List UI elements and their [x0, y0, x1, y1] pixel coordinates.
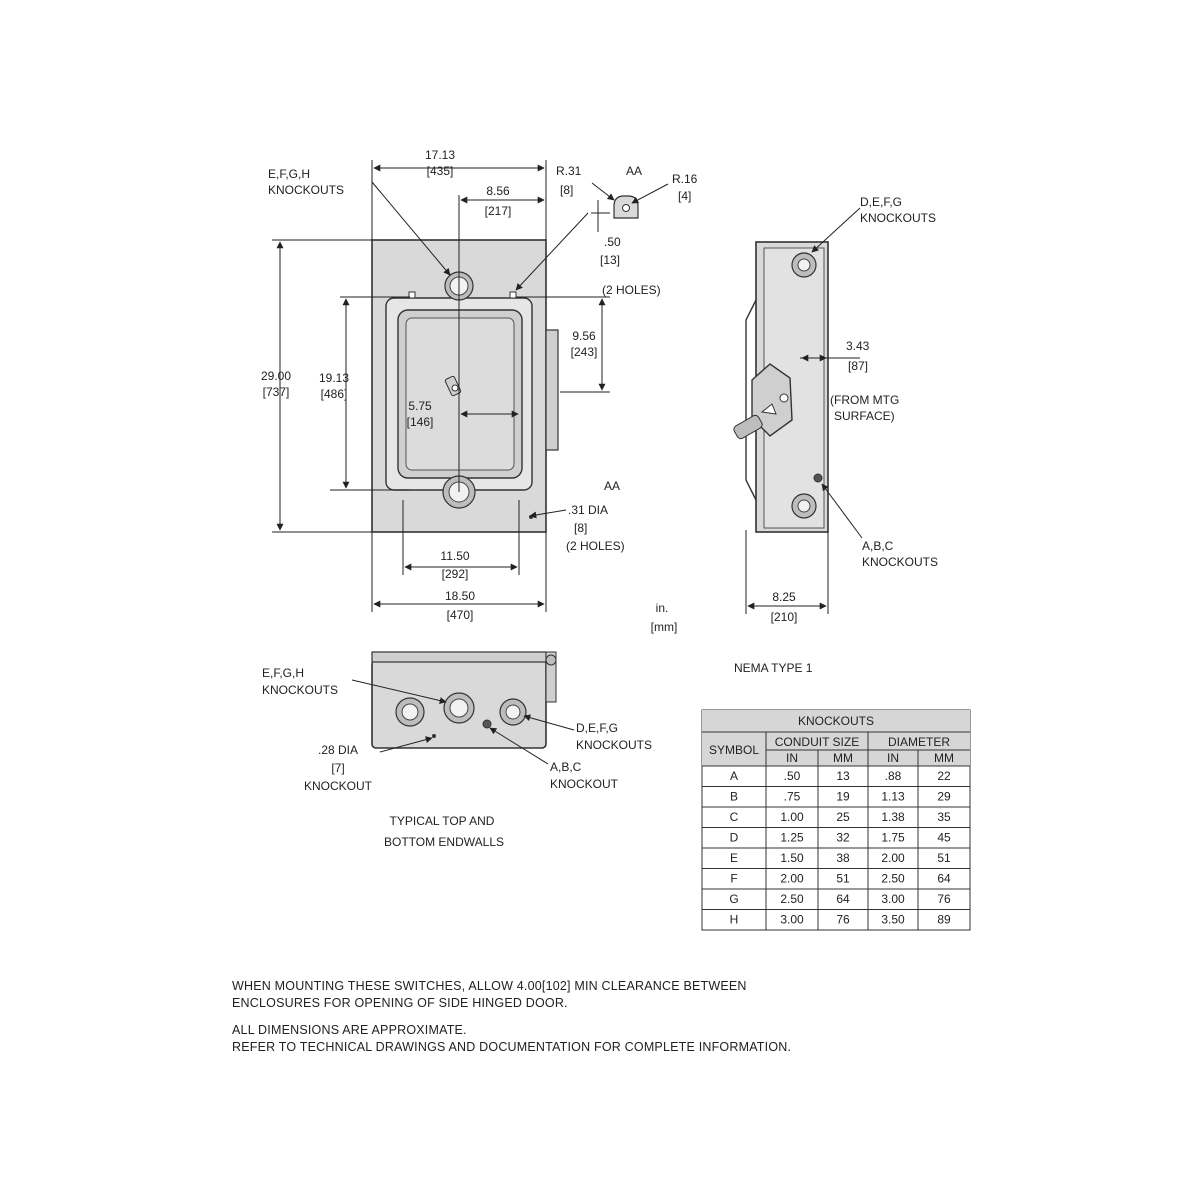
table-cell: 2.00: [881, 851, 905, 865]
label-two-holes-bottom: (2 HOLES): [566, 539, 625, 553]
table-cell: 38: [836, 851, 850, 865]
side-top-knockout-inner: [798, 259, 810, 271]
dim-handle: 5.75: [408, 399, 432, 413]
table-cell: 25: [836, 810, 850, 824]
dim-hole-spacing-v: 19.13: [318, 371, 350, 385]
table-col-symbol: SYMBOL: [708, 743, 760, 757]
table-rows: [702, 769, 970, 927]
dim-depth-mm: [210]: [770, 610, 798, 624]
label-efgh-knockouts-line1: E,F,G,H: [268, 167, 311, 181]
table-cell: F: [730, 871, 738, 886]
table-cell: 1.50: [780, 851, 804, 865]
endwall-screw: [432, 734, 436, 738]
label-dia: .31 DIA: [568, 503, 609, 517]
dim-handle-mm: [146]: [406, 415, 434, 429]
table-cell: 45: [937, 830, 951, 845]
endwall-defg-line1: D,E,F,G: [576, 721, 619, 735]
dim-window-top-mm: [243]: [570, 345, 598, 359]
side-bottom-knockout-inner: [798, 500, 810, 512]
endwall-hinge: [546, 652, 556, 702]
table-cell: 89: [937, 912, 951, 927]
note-line: WHEN MOUNTING THESE SWITCHES, ALLOW 4.00[102] MIN CLEARANCE BETWEEN: [232, 979, 747, 993]
table-cell: 1.75: [881, 830, 905, 845]
dim-height-mm: [737]: [262, 385, 290, 399]
table-cell: 1.25: [780, 830, 804, 845]
leader-r1: [592, 183, 614, 200]
endwall-view: [262, 652, 652, 849]
endwall-knockout-center-inner: [450, 699, 468, 717]
endwall-defg-line2: KNOCKOUTS: [576, 738, 653, 752]
endwall-caption-line2: BOTTOM ENDWALLS: [383, 835, 505, 849]
endwall-dia-line1: .28 DIA: [317, 743, 359, 757]
table-cell: D: [729, 830, 739, 845]
table-cell: 19: [836, 789, 850, 804]
label-defg-line2: KNOCKOUTS: [860, 211, 937, 225]
table-cell: C: [729, 810, 739, 824]
note-clearance: [232, 978, 747, 1012]
table-cell: .50: [783, 769, 801, 783]
leader-r2: [632, 184, 668, 203]
table-cell: 2.00: [780, 871, 804, 886]
label-defg-line1: D,E,F,G: [860, 195, 903, 209]
dim-depth: 8.25: [772, 590, 796, 604]
endwall-abc-line2: KNOCKOUT: [550, 777, 619, 791]
side-small-knockout: [814, 474, 822, 482]
note-line: ENCLOSURES FOR OPENING OF SIDE HINGED DOOR.: [232, 996, 568, 1010]
table-cell: 2.50: [780, 892, 804, 906]
table-cell: G: [729, 892, 739, 906]
front-window-inner: [406, 318, 514, 470]
label-abc-line1: A,B,C: [862, 539, 894, 553]
table-cell: H: [729, 912, 739, 927]
table-sub-mm-2: MM: [934, 751, 954, 765]
label-efgh-knockouts-line2: KNOCKOUTS: [268, 183, 345, 197]
endwall-efgh-line2: KNOCKOUTS: [262, 683, 339, 697]
detail-r2-mm: [4]: [678, 189, 692, 203]
detail-r2: R.16: [672, 172, 698, 186]
dim-height: 29.00: [260, 369, 292, 383]
units-mm: [mm]: [650, 620, 678, 634]
dim-width-bottom-mm: [470]: [446, 608, 474, 622]
detail-r1-mm: [8]: [560, 183, 574, 197]
dim-depth-handle-mm: [87]: [848, 359, 869, 373]
dim-hole-spacing-h-mm: [292]: [441, 567, 469, 581]
dim-hole-spacing-h: 11.50: [440, 549, 470, 563]
table-cell: 32: [836, 830, 850, 845]
label-abc-line2: KNOCKOUTS: [862, 555, 939, 569]
detail-aa-title: AA: [625, 164, 643, 178]
note-line: REFER TO TECHNICAL DRAWINGS AND DOCUMENTATION FOR COMPLETE INFORMATION.: [232, 1040, 792, 1054]
dim-center-offset: 8.56: [486, 184, 510, 198]
nema-label: NEMA TYPE 1: [734, 661, 813, 675]
table-cell: 1.00: [780, 810, 804, 824]
table-cell: 64: [937, 871, 951, 886]
table-cell: 3.00: [780, 912, 804, 927]
table-cell: 13: [836, 769, 850, 783]
mounting-hole-tr: [510, 292, 516, 298]
dim-width-top-mm: [435]: [426, 164, 454, 178]
label-from-mtg-line1: (FROM MTG: [830, 393, 900, 407]
table-cell: 51: [937, 851, 951, 865]
table-cell: 3.00: [881, 892, 905, 906]
table-cell: 1.13: [881, 789, 905, 804]
label-aa-bottom: AA: [604, 479, 621, 493]
table-cell: 76: [937, 892, 951, 906]
table-cell: 22: [937, 769, 951, 783]
dim-width-bottom: 18.50: [444, 589, 476, 603]
table-cell: 3.50: [881, 912, 905, 927]
front-hinge: [546, 330, 558, 450]
leader-defg: [812, 208, 860, 252]
dim-window-top: 9.56: [572, 329, 596, 343]
table-cell: 35: [937, 810, 951, 824]
table-cell: 2.50: [881, 871, 905, 886]
table-cell: A: [729, 769, 739, 783]
detail-offset-mm: [13]: [600, 253, 621, 267]
label-dia-mm: [8]: [574, 521, 588, 535]
table-cell: .75: [783, 789, 801, 804]
table-cell: B: [729, 789, 739, 804]
endwall-top-strip: [372, 652, 546, 662]
table-cell: 29: [937, 789, 951, 804]
dim-center-offset-mm: [217]: [484, 204, 512, 218]
endwall-efgh-line1: E,F,G,H: [262, 666, 305, 680]
table-group-conduit: CONDUIT SIZE: [774, 735, 860, 749]
table-cell: 51: [836, 871, 850, 886]
detail-offset: .50: [604, 235, 621, 249]
knockout-table: [702, 710, 970, 930]
table-sub-mm-1: MM: [833, 751, 853, 765]
dim-width-top: 17.13: [424, 148, 456, 162]
table-cell: .88: [884, 769, 902, 783]
endwall-abc-line1: A,B,C: [550, 760, 582, 774]
label-two-holes-top: (2 HOLES): [602, 283, 661, 297]
endwall-knockout-right-inner: [506, 705, 520, 719]
detail-r1: R.31: [556, 164, 582, 178]
units-in: in.: [655, 601, 669, 615]
front-view: [261, 148, 661, 622]
endwall-dia-line2: [7]: [331, 761, 345, 775]
table-cell: 1.38: [881, 810, 905, 824]
endwall-dia-line3: KNOCKOUT: [303, 779, 373, 793]
side-view: [732, 195, 938, 624]
table-cell: E: [729, 851, 739, 865]
table-group-diameter: DIAMETER: [887, 735, 951, 749]
detail-aa: [556, 164, 698, 267]
detail-aa-hole: [623, 205, 630, 212]
note-line: ALL DIMENSIONS ARE APPROXIMATE.: [232, 1023, 467, 1037]
table-sub-in-2: IN: [887, 751, 899, 765]
table-sub-in-1: IN: [786, 751, 798, 765]
endwall-caption-line1: TYPICAL TOP AND: [389, 814, 495, 828]
endwall-knockout-small: [483, 720, 491, 728]
note-approximate: [232, 1022, 791, 1056]
dim-hole-spacing-v-mm: [486]: [320, 387, 348, 401]
table-title: KNOCKOUTS: [797, 714, 875, 728]
dim-depth-handle: 3.43: [846, 339, 870, 353]
table-cell: 64: [836, 892, 850, 906]
endwall-knockout-left-inner: [402, 704, 418, 720]
table-cell: 76: [836, 912, 850, 927]
label-from-mtg-line2: SURFACE): [834, 409, 895, 423]
